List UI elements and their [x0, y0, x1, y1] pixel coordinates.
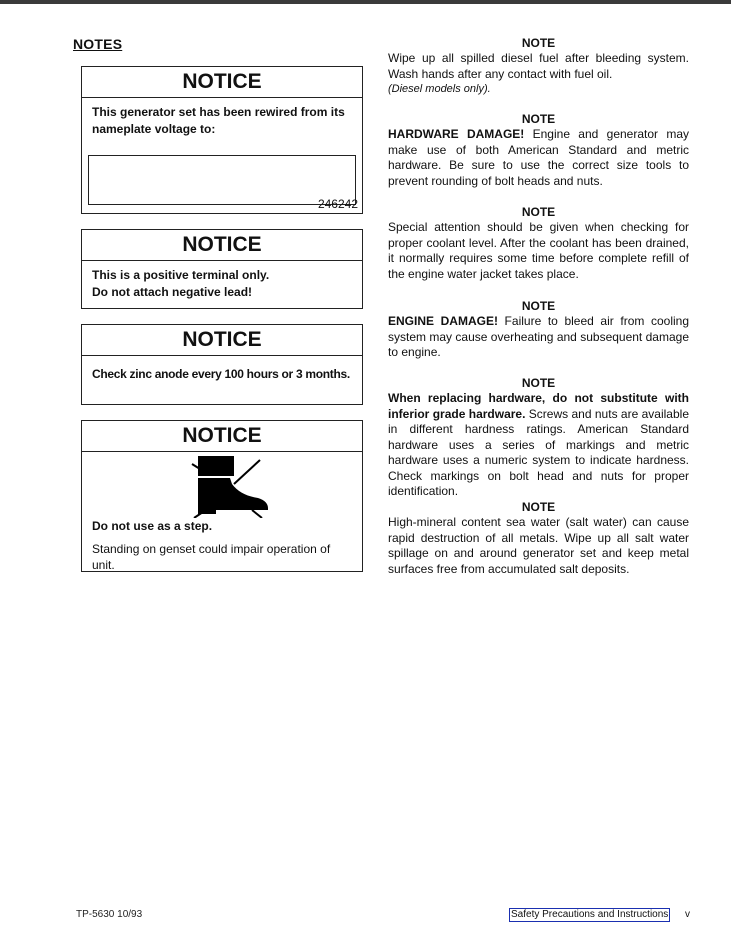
note-coolant-level: [388, 204, 689, 282]
note-lead: When replacing hardware, do not substitute with inferior grade hardware.: [388, 391, 689, 421]
note-title: NOTE: [521, 500, 556, 514]
note-text: [388, 391, 689, 500]
notice-body: [82, 518, 362, 580]
notice-rewired-voltage: [81, 66, 363, 214]
note-lead: HARDWARE DAMAGE!: [388, 127, 525, 141]
notice-line: Do not attach negative lead!: [92, 284, 253, 299]
note-text: Wipe up all spilled diesel fuel after bleeding system. Wash hands after any contact with fuel oil.: [388, 51, 689, 81]
notice-title: NOTICE: [82, 421, 362, 452]
note-lead: ENGINE DAMAGE!: [388, 314, 498, 328]
note-body: Engine and generator may make use of both American Standard and metric hardware. Be sure to use the correct size tools to prevent rounding of bolt heads and nuts.: [388, 127, 689, 188]
notice-text: This generator set has been rewired from its nameplate voltage to:: [92, 105, 345, 136]
note-replacing-hardware: [388, 375, 689, 500]
note-title: NOTE: [521, 205, 556, 219]
note-text: [388, 314, 689, 361]
note-title: NOTE: [521, 376, 556, 390]
document-id: TP-5630 10/93: [76, 909, 143, 920]
notice-title: NOTICE: [82, 325, 362, 356]
notice-line: This is a positive terminal only.: [92, 268, 270, 282]
section-link[interactable]: Safety Precautions and Instructions: [511, 909, 669, 920]
notice-zinc-anode: [81, 324, 363, 405]
note-title: NOTE: [521, 299, 556, 313]
note-hardware-damage: [388, 111, 689, 189]
notice-explanation-line: Standing on genset could impair operation of unit.: [92, 541, 331, 572]
notice-title: NOTICE: [82, 230, 362, 261]
notice-title: NOTICE: [82, 67, 362, 98]
note-title: NOTE: [521, 36, 556, 50]
note-text: High-mineral content sea water (salt water) can cause rapid destruction of all metals. Wipe up all salt water spillage on and around generator set and keep metal surfaces free from accumulated salt deposits.: [388, 515, 689, 576]
no-step-boot-icon: [172, 456, 272, 518]
note-text: Special attention should be given when checking for proper coolant level. After the coolant has been drained, it normally requires some time before complete refill of the engine water jacket takes place.: [388, 220, 689, 281]
part-number: 246242: [317, 197, 358, 211]
notice-positive-terminal: [81, 229, 363, 309]
notice-text: Check zinc anode every 100 hours or 3 months.: [92, 367, 350, 381]
top-border: [0, 0, 731, 4]
note-title: NOTE: [521, 112, 556, 126]
note-engine-damage: [388, 298, 689, 361]
note-diesel-fuel: [388, 35, 689, 98]
page-number: v: [685, 909, 690, 920]
page-heading: NOTES: [73, 36, 123, 52]
notice-body: [82, 261, 362, 306]
notice-no-step: [81, 420, 363, 572]
note-salt-water: [388, 499, 689, 577]
voltage-value-box: [88, 155, 356, 205]
note-body: Failure to bleed air from cooling system may cause overheating and subsequent damage to engine.: [388, 314, 690, 359]
note-body: Screws and nuts are available in different hardness ratings. American Standard hardware uses a series of markings and metric hardware uses a numeric system to indicate hardness. Check markings on bolt head and nuts for proper identification.: [388, 406, 689, 498]
note-text: [388, 127, 689, 189]
note-qualifier: (Diesel models only).: [388, 83, 491, 95]
notice-warning-line: Do not use as a step.: [92, 519, 213, 533]
